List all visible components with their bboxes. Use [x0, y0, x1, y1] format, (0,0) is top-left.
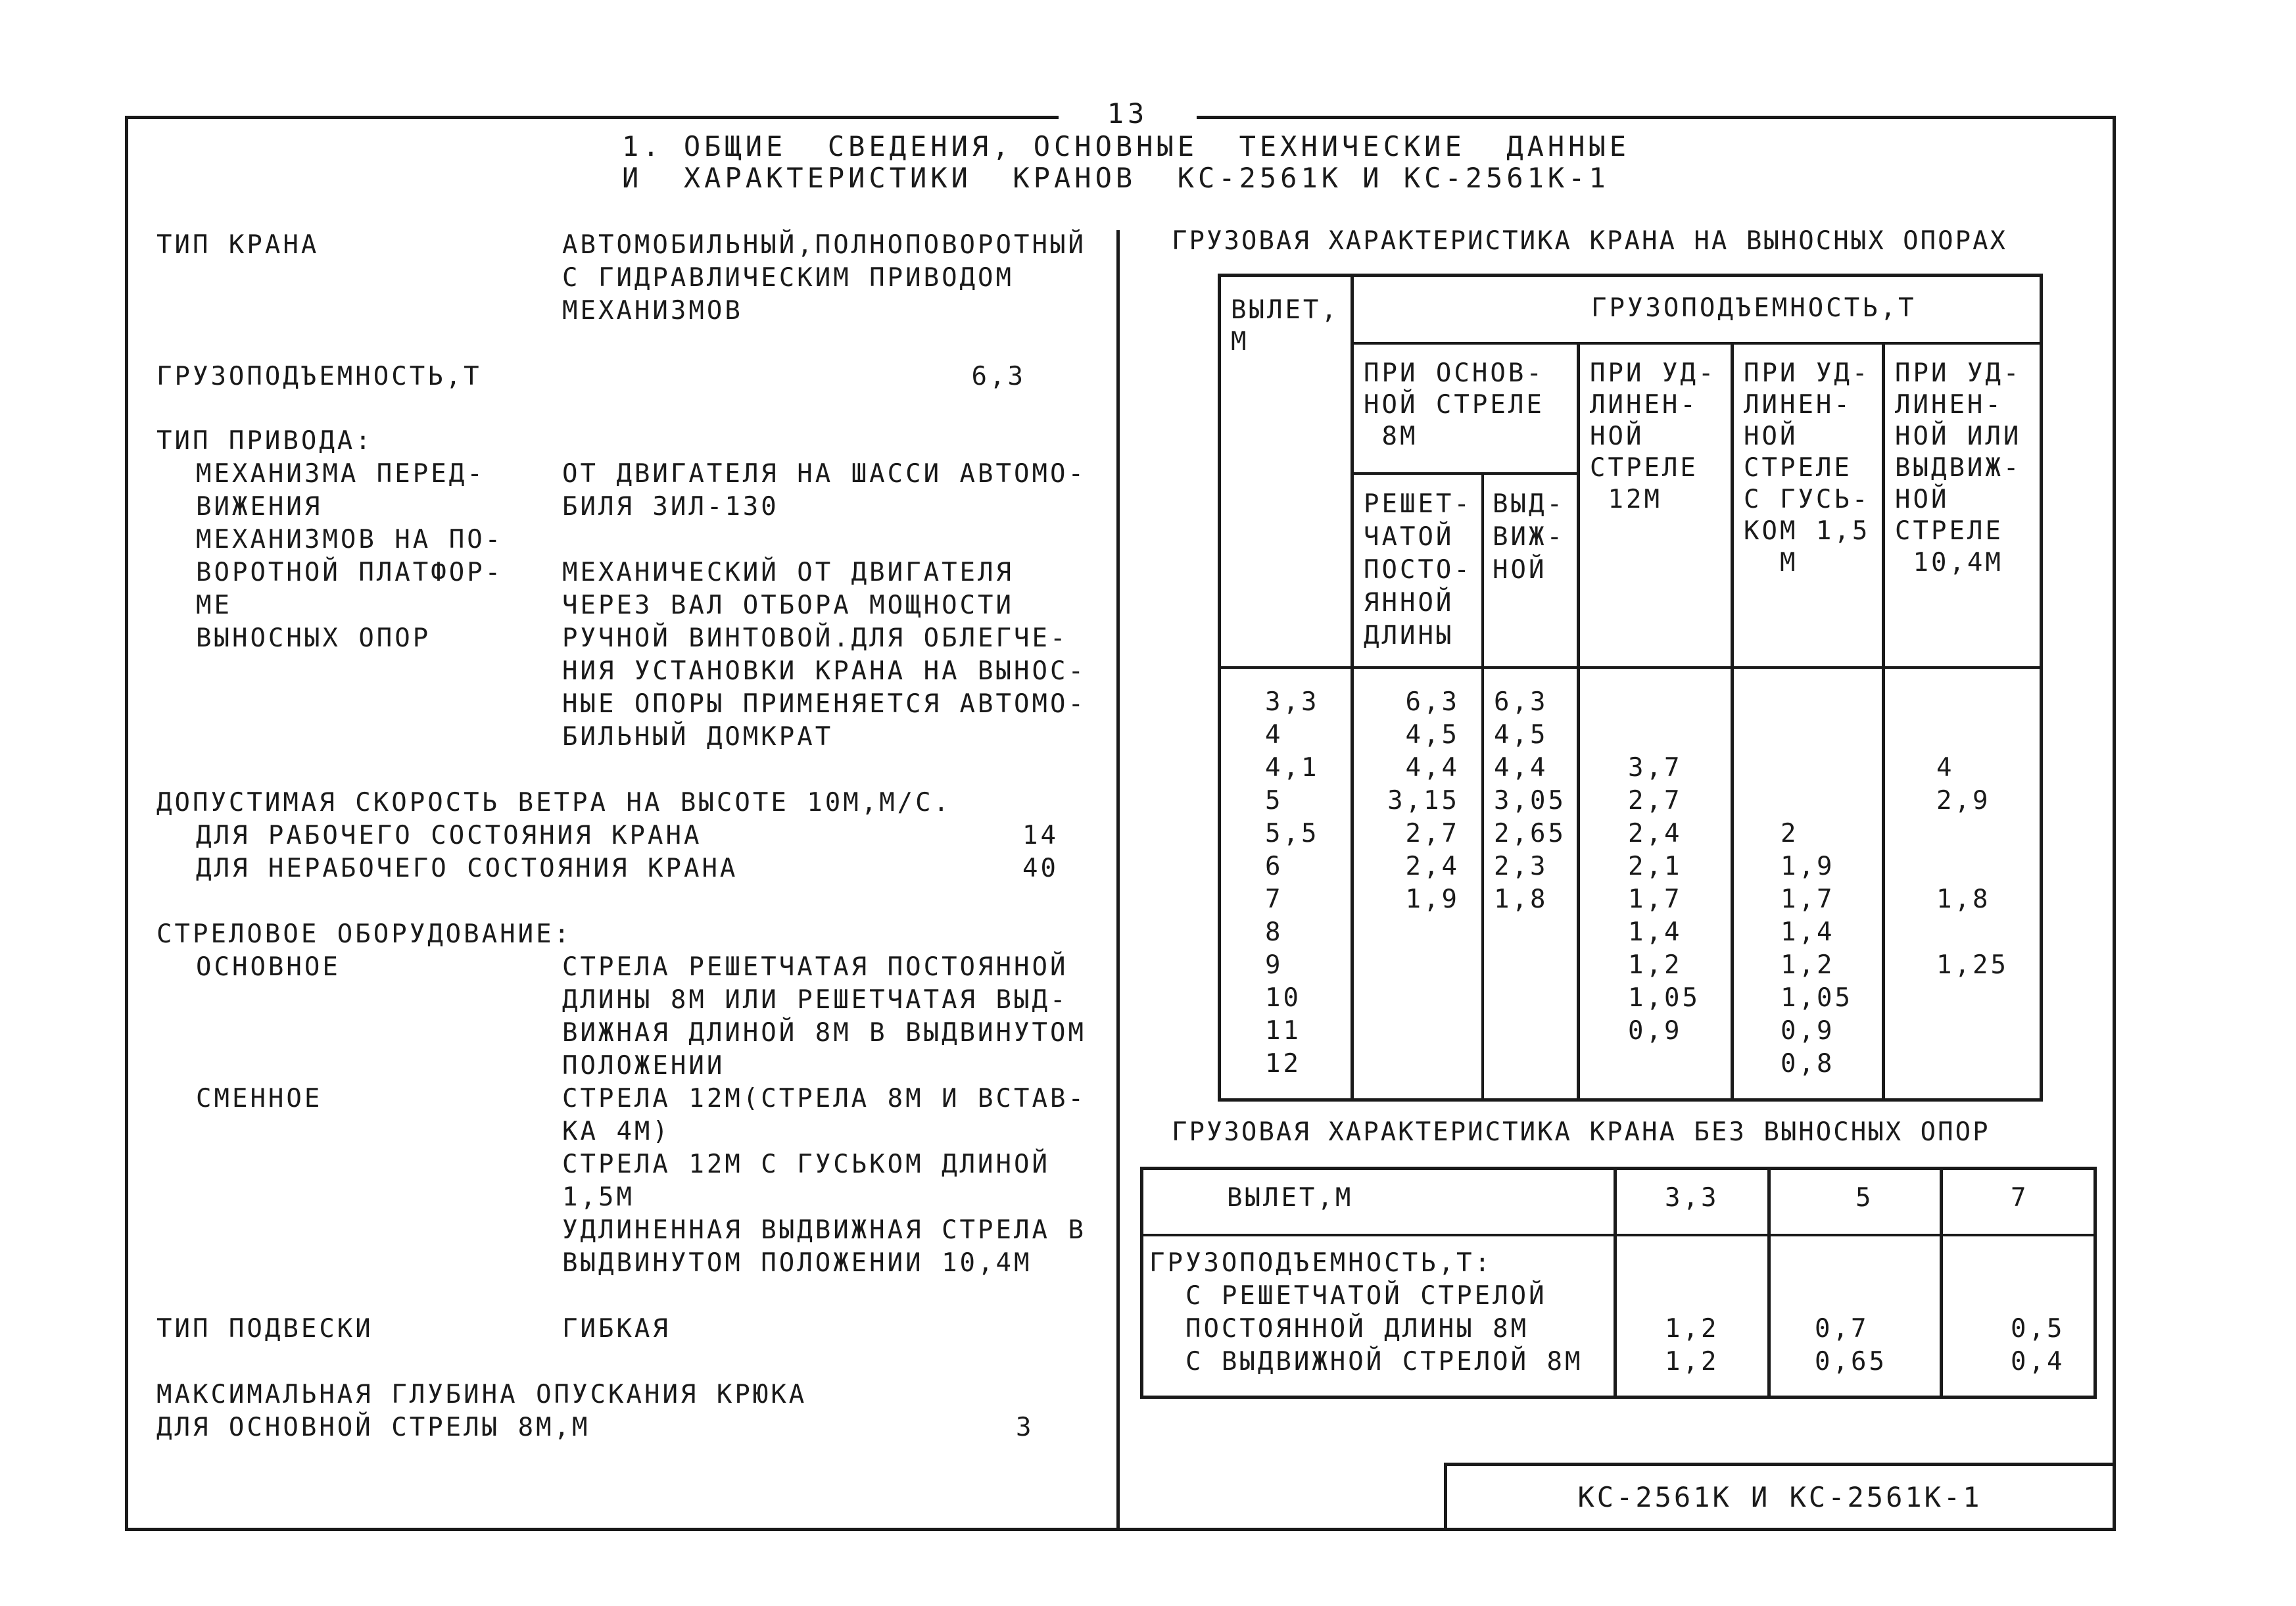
not-reach-value: 7 — [2011, 1183, 2029, 1213]
wind-working-label: ДЛЯ РАБОЧЕГО СОСТОЯНИЯ КРАНА — [196, 821, 702, 850]
ot-border-bottom — [1218, 1098, 2043, 1102]
outrigger-table-title: ГРУЗОВАЯ ХАРАКТЕРИСТИКА КРАНА НА ВЫНОСНЫХ ОПОРАХ — [1172, 226, 2008, 256]
drive-outriggers-label: ВЫНОСНЫХ ОПОР — [196, 623, 431, 653]
not-border-left — [1140, 1167, 1143, 1399]
not-telescopic-value: 1,2 — [1665, 1347, 1719, 1376]
ot-div-main-boom — [1351, 472, 1578, 475]
ot-header-jib: ПРИ УД- ЛИНЕН- НОЙ СТРЕЛЕ С ГУСЬ- КОМ 1,5 М — [1744, 358, 1871, 577]
boom-label: СТРЕЛОВОЕ ОБОРУДОВАНИЕ: — [156, 919, 573, 949]
not-reach-value: 5 — [1855, 1183, 1874, 1213]
wind-nonworking-label: ДЛЯ НЕРАБОЧЕГО СОСТОЯНИЯ КРАНА — [196, 854, 738, 883]
capacity-label: ГРУЗОПОДЪЕМНОСТЬ,Т — [156, 362, 482, 391]
not-telescopic-value: 0,4 — [2011, 1347, 2065, 1376]
drive-travel-label: МЕХАНИЗМА ПЕРЕД- ВИЖЕНИЯ — [196, 459, 485, 522]
drive-outriggers-value: РУЧНОЙ ВИНТОВОЙ.ДЛЯ ОБЛЕГЧЕ- НИЯ УСТАНОВКИ КРАНА НА ВЫНОС- НЫЕ ОПОРЫ ПРИМЕНЯЕТСЯ АВТОМО- БИЛЬНЫЙ ДОМКРАТ — [562, 623, 1086, 752]
ot-col-lattice: 6,3 4,5 4,4 3,15 2,7 2,4 1,9 — [1387, 687, 1460, 914]
boom-main-value: СТРЕЛА РЕШЕТЧАТАЯ ПОСТОЯННОЙ ДЛИНЫ 8М ИЛИ РЕШЕТЧАТАЯ ВЫД- ВИЖНАЯ ДЛИНОЙ 8М В ВЫДВИНУТОМ ПОЛОЖЕНИИ — [562, 952, 1086, 1081]
not-div-col3 — [1940, 1167, 1943, 1399]
not-capacity-label: ГРУЗОПОДЪЕМНОСТЬ,Т: С РЕШЕТЧАТОЙ СТРЕЛОЙ ПОСТОЯННОЙ ДЛИНЫ 8М С ВЫДВИЖНОЙ СТРЕЛОЙ 8М — [1149, 1248, 1583, 1376]
page-title-line2: И ХАРАКТЕРИСТИКИ КРАНОВ КС-2561К И КС-2561К-1 — [622, 162, 1610, 194]
ot-div-jib — [1731, 342, 1734, 1102]
ot-div-lattice — [1481, 472, 1484, 1102]
boom-alt-value: СТРЕЛА 12М(СТРЕЛА 8М И ВСТАВ- КА 4М) СТРЕЛА 12М С ГУСЬКОМ ДЛИНОЙ 1,5М УДЛИНЕННАЯ ВЫДВИЖНАЯ СТРЕЛА В ВЫДВИНУТОМ ПОЛОЖЕНИИ 10,4М — [562, 1084, 1086, 1278]
not-reach-value: 3,3 — [1665, 1183, 1719, 1213]
ot-header-reach: ВЫЛЕТ, М — [1231, 295, 1339, 356]
ot-div-reach — [1351, 274, 1354, 1102]
page-title-line1: 1. ОБЩИЕ СВЕДЕНИЯ, ОСНОВНЫЕ ТЕХНИЧЕСКИЕ ДАННЫЕ — [622, 130, 1631, 162]
capacity-value: 6,3 — [971, 362, 1026, 391]
ot-col-reach: 3,3 4 4,1 5 5,5 6 7 8 9 10 11 12 — [1265, 687, 1320, 1079]
not-telescopic-value: 0,65 — [1815, 1347, 1887, 1376]
wind-working-value: 14 — [1022, 821, 1059, 850]
stamp-border-top — [1444, 1463, 2116, 1466]
not-div-row — [1140, 1234, 2097, 1236]
stamp-title: КС-2561К И КС-2561К-1 — [1577, 1481, 1982, 1513]
not-reach-label: ВЫЛЕТ,М — [1227, 1183, 1354, 1213]
not-lattice-value: 0,5 — [2011, 1314, 2065, 1344]
hook-depth-value: 3 — [1016, 1413, 1034, 1442]
not-border-top — [1140, 1167, 2097, 1170]
drive-platform-value: МЕХАНИЧЕСКИЙ ОТ ДВИГАТЕЛЯ ЧЕРЕЗ ВАЛ ОТБОРА МОЩНОСТИ — [562, 558, 1014, 620]
drive-travel-value: ОТ ДВИГАТЕЛЯ НА ШАССИ АВТОМО- БИЛЯ ЗИЛ-130 — [562, 459, 1086, 522]
ot-div-ext104 — [1882, 342, 1885, 1102]
ot-header-ext12: ПРИ УД- ЛИНЕН- НОЙ СТРЕЛЕ 12М — [1590, 358, 1717, 514]
not-lattice-value: 1,2 — [1665, 1314, 1719, 1344]
boom-alt-label: СМЕННОЕ — [196, 1084, 323, 1113]
not-div-col1 — [1614, 1167, 1617, 1399]
suspension-label: ТИП ПОДВЕСКИ — [156, 1314, 373, 1344]
no-outrigger-table-title: ГРУЗОВАЯ ХАРАКТЕРИСТИКА КРАНА БЕЗ ВЫНОСНЫХ ОПОР — [1172, 1117, 1990, 1147]
ot-header-main-boom: ПРИ ОСНОВ- НОЙ СТРЕЛЕ 8М — [1364, 358, 1544, 451]
page-number: 13 — [1107, 97, 1149, 130]
ot-border-right — [2040, 274, 2043, 1102]
ot-col-jib: 2 1,9 1,7 1,4 1,2 1,05 0,9 0,8 — [1781, 819, 1853, 1079]
wind-label: ДОПУСТИМАЯ СКОРОСТЬ ВЕТРА НА ВЫСОТЕ 10М,М/С. — [156, 788, 952, 817]
not-div-col2 — [1767, 1167, 1771, 1399]
ot-border-top — [1218, 274, 2043, 277]
wind-nonworking-value: 40 — [1022, 854, 1059, 883]
frame-column-divider — [1116, 230, 1120, 1531]
ot-header-capacity: ГРУЗОПОДЪЕМНОСТЬ,Т — [1591, 293, 1917, 323]
ot-border-left — [1218, 274, 1221, 1102]
ot-div-header-body — [1218, 666, 2043, 669]
not-border-right — [2093, 1167, 2097, 1399]
ot-col-telescopic: 6,3 4,5 4,4 3,05 2,65 2,3 1,8 — [1494, 687, 1566, 914]
ot-col-ext104: 4 2,9 1,8 1,25 — [1936, 753, 2009, 980]
ot-header-lattice: РЕШЕТ- ЧАТОЙ ПОСТО- ЯННОЙ ДЛИНЫ — [1364, 489, 1472, 650]
not-lattice-value: 0,7 — [1815, 1314, 1869, 1344]
crane-type-label: ТИП КРАНА — [156, 230, 320, 260]
suspension-value: ГИБКАЯ — [562, 1314, 671, 1344]
crane-type-value: АВТОМОБИЛЬНЫЙ,ПОЛНОПОВОРОТНЫЙ С ГИДРАВЛИЧЕСКИМ ПРИВОДОМ МЕХАНИЗМОВ — [562, 230, 1086, 326]
frame-bottom — [125, 1528, 2116, 1531]
ot-header-ext104: ПРИ УД- ЛИНЕН- НОЙ ИЛИ ВЫДВИЖ- НОЙ СТРЕЛЕ 10,4М — [1895, 358, 2022, 577]
frame-right — [2113, 116, 2116, 1531]
not-border-bottom — [1140, 1396, 2097, 1399]
ot-div-capacity-header — [1351, 342, 2043, 345]
boom-main-label: ОСНОВНОЕ — [196, 952, 341, 982]
frame-top-right — [1197, 116, 2116, 119]
ot-col-ext12: 3,7 2,7 2,4 2,1 1,7 1,4 1,2 1,05 0,9 — [1628, 753, 1700, 1046]
drive-type-label: ТИП ПРИВОДА: — [156, 426, 373, 456]
ot-div-ext12 — [1577, 342, 1580, 1102]
frame-top-left — [125, 116, 1059, 119]
ot-header-telescopic: ВЫД- ВИЖ- НОЙ — [1493, 489, 1565, 585]
frame-left — [125, 116, 128, 1531]
hook-depth-label: МАКСИМАЛЬНАЯ ГЛУБИНА ОПУСКАНИЯ КРЮКА ДЛЯ ОСНОВНОЙ СТРЕЛЫ 8М,М — [156, 1380, 807, 1442]
drive-platform-label: МЕХАНИЗМОВ НА ПО- ВОРОТНОЙ ПЛАТФОР- МЕ — [196, 525, 504, 620]
